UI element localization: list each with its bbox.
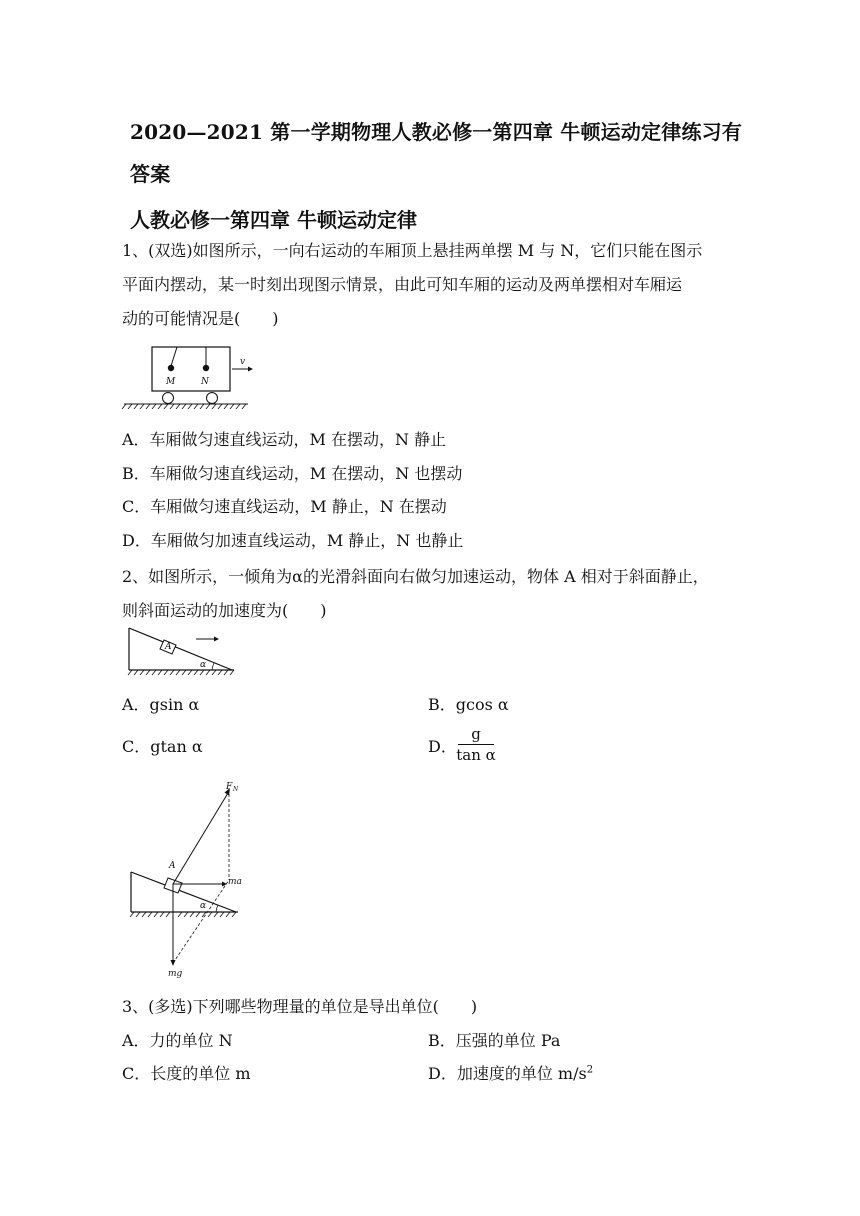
velocity-arrowhead [248, 367, 253, 372]
question-3-option-a: A．力的单位 N [122, 1031, 233, 1050]
acceleration-arrowhead [214, 637, 219, 642]
pendulum-m-bob [168, 365, 174, 371]
question-1-option-a: A．车厢做匀速直线运动，M 在摆动，N 静止 [122, 430, 447, 449]
wheel-left [163, 393, 174, 404]
question-3-option-c: C．长度的单位 m [122, 1064, 251, 1083]
railcar-pendulum-figure [122, 344, 262, 410]
dashed-diagonal [173, 880, 229, 963]
question-1-stem-line-1: 1、(双选)如图所示，一向右运动的车厢顶上悬挂两单摆 M 与 N，它们只能在图示 [122, 241, 703, 260]
question-3-option-d-text: D．加速度的单位 m/s [428, 1064, 587, 1083]
question-1-option-d: D．车厢做匀加速直线运动，M 静止，N 也静止 [122, 531, 464, 550]
question-2-option-c: C．gtan α [122, 737, 203, 756]
label-m: M [166, 377, 176, 387]
normal-force-label: F [226, 782, 233, 792]
force-label-block-a: A [169, 861, 176, 871]
question-3-option-d-superscript: 2 [586, 1064, 594, 1076]
question-2-option-a: A．gsin α [122, 695, 200, 714]
question-2-option-d-numerator: g [471, 725, 481, 743]
question-2-option-d-prefix: D． [428, 737, 457, 756]
question-3-option-b: B．压强的单位 Pa [428, 1031, 561, 1050]
force-incline-slope [131, 872, 236, 912]
chapter-subtitle: 人教必修一第四章 牛顿运动定律 [130, 208, 417, 232]
force-angle-arc [216, 905, 218, 912]
question-1-stem-line-2: 平面内摆动，某一时刻出现图示情景，由此可知车厢的运动及两单摆相对车厢运 [122, 275, 683, 294]
pendulum-m-string [171, 347, 177, 366]
document-title: 2020—2021 第一学期物理人教必修一第四章 牛顿运动定律练习有 [130, 120, 743, 144]
document-title-continued: 答案 [130, 162, 171, 186]
ground-hatching [122, 404, 246, 409]
question-1-option-c: C．车厢做匀速直线运动，M 静止，N 在摆动 [122, 497, 447, 516]
question-2-stem-line-1: 2、如图所示，一倾角为α的光滑斜面向右做匀加速运动，物体 A 相对于斜面静止， [122, 567, 709, 586]
question-2-option-b: B．gcos α [428, 695, 509, 714]
normal-force-arrow [173, 793, 228, 884]
ground-hatching [128, 670, 234, 675]
ma-label: ma [228, 877, 242, 887]
question-2-stem-line-2: 则斜面运动的加速度为( ) [122, 601, 327, 620]
label-alpha: α [200, 660, 207, 670]
question-2-option-d-denominator: tan α [456, 746, 496, 764]
incline-slope [129, 628, 232, 670]
force-label-alpha: α [200, 901, 207, 911]
normal-force-subscript: N [233, 786, 239, 793]
gravity-label: mg [168, 969, 183, 979]
incline-figure [126, 624, 238, 676]
question-1-stem-line-3: 动的可能情况是( ) [122, 309, 279, 328]
question-3-option-d [428, 1061, 593, 1084]
force-ground-hatching [130, 912, 236, 917]
railcar-body [152, 347, 230, 391]
question-3-stem: 3、(多选)下列哪些物理量的单位是导出单位( ) [122, 997, 478, 1016]
label-velocity: v [240, 357, 246, 367]
fraction-bar [458, 744, 494, 745]
wheel-right [207, 393, 218, 404]
question-1-option-b: B．车厢做匀速直线运动，M 在摆动，N 也摆动 [122, 464, 463, 483]
force-diagram-figure [120, 780, 250, 980]
pendulum-n-bob [203, 365, 209, 371]
label-block-a: A [165, 642, 172, 652]
label-n: N [201, 377, 209, 387]
angle-arc [212, 663, 214, 670]
